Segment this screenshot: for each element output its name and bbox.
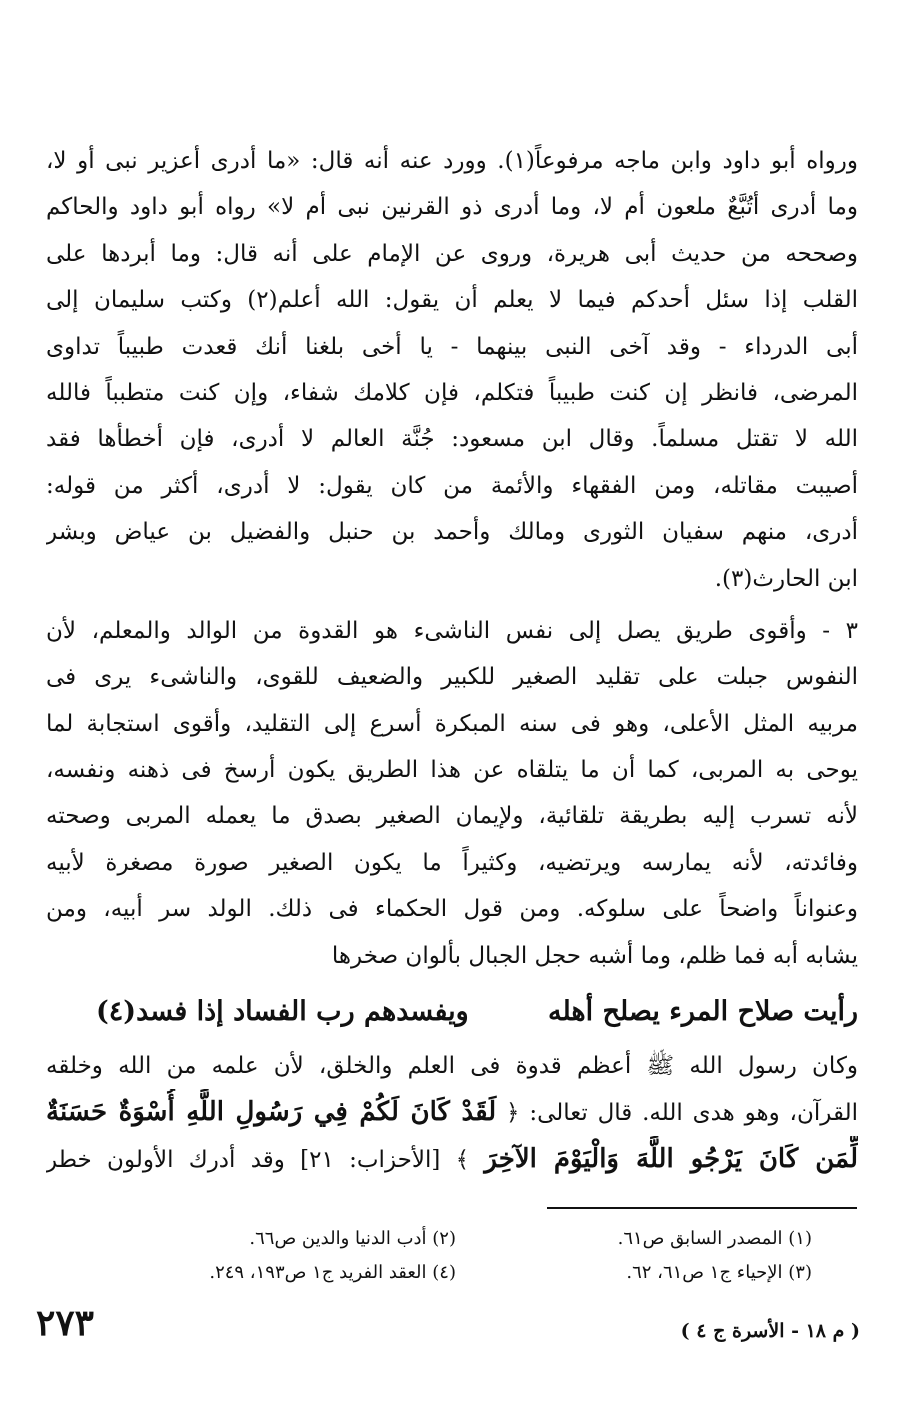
quran-verse-part1: لَقَدْ كَانَ لَكُمْ فِي رَسُولِ اللَّهِ أُسْوَةٌ حَسَنَةٌ xyxy=(46,1097,497,1128)
text-line: وصححه من حديث أبى هريرة، وروى عن الإمام على أنه قال: وما أبردها على xyxy=(46,240,858,267)
text-line: وفائدته، لأنه يمارسه ويرتضيه، وكثيراً ما يكون الصغير صورة مصغرة لأبيه xyxy=(46,849,858,876)
footnote-1: (١) المصدر السابق ص٦١. xyxy=(617,1228,812,1249)
footnote-2: (٢) أدب الدنيا والدين ص٦٦. xyxy=(249,1228,456,1249)
footnotes xyxy=(100,1222,812,1290)
text-line: ورواه أبو داود وابن ماجه مرفوعاً(١). وورد عنه أنه قال: «ما أدرى أعزير نبى أو لا، xyxy=(46,148,858,174)
paragraph-3 xyxy=(46,1043,858,1182)
text-line: وكان رسول الله ﷺ أعظم قدوة فى العلم والخلق، لأن علمه من الله وخلقه xyxy=(46,1053,858,1080)
text-line: النفوس جبلت على تقليد الصغير للكبير والضعيف للقوى، والناشىء يرى فى xyxy=(46,664,858,691)
footnote-4: (٤) العقد الفريد ج١ ص١٩٣، ٢٤٩. xyxy=(209,1262,456,1283)
text-line: يشابه أبه فما ظلم، وما أشبه حجل الجبال بألوان صخرها xyxy=(331,942,858,969)
paragraph-1 xyxy=(46,138,858,602)
text-line: أدرى، منهم سفيان الثورى ومالك وأحمد بن حنبل والفضيل بن عياض وبشر xyxy=(46,519,858,546)
poetry-verse xyxy=(46,981,858,1043)
line-text: القرآن، وهو هدى الله. قال تعالى: ﴿ xyxy=(506,1100,858,1127)
text-line xyxy=(46,1136,858,1182)
text-line: وعنواناً واضحاً على سلوكه. ومن قول الحكماء فى ذلك. الولد سر أبيه، ومن xyxy=(46,896,858,923)
footnote-3: (٣) الإحياء ج١ ص٦١، ٦٢. xyxy=(626,1262,812,1283)
footnote-row xyxy=(100,1222,812,1256)
text-line: لأنه تسرب إليه بطريقة تلقائية، ولإيمان الصغير بصدق ما يعمله المربى وصحته xyxy=(46,803,858,830)
paragraph-2 xyxy=(46,608,858,979)
text-line: القلب إذا سئل أحدكم فيما لا يعلم أن يقول: الله أعلم(٢) وكتب سليمان إلى xyxy=(46,287,858,314)
text-line: ٣ - وأقوى طريق يصل إلى نفس الناشىء هو القدوة من الوالد والمعلم، لأن xyxy=(46,617,858,644)
text-line: الله لا تقتل مسلماً. وقال ابن مسعود: جُنَّة العالم لا أدرى، فإن أخطأها فقد xyxy=(46,426,858,453)
verse-first-hemistich: رأيت صلاح المرء يصلح أهله xyxy=(547,996,858,1028)
verse-second-hemistich: ويفسدهم رب الفساد إذا فسد(٤) xyxy=(96,996,469,1028)
text-line: مربيه المثل الأعلى، وهو فى سنه المبكرة أسرع إلى التقليد، وأقوى استجابة لما xyxy=(46,710,858,737)
text-line: أبى الدرداء - وقد آخى النبى بينهما - يا أخى بلغنا أنك قعدت طبيباً تداوى xyxy=(46,333,858,360)
text-line: المرضى، فانظر إن كنت طبيباً فتكلم، فإن كلامك شفاء، وإن كنت متطبباً فالله xyxy=(46,379,858,406)
text-line: وما أدرى أتُبَّعٌ ملعون أم لا، وما أدرى ذو القرنين نبى أم لا» رواه أبو داود والحاكم xyxy=(46,194,858,221)
text-line: ابن الحارث(٣). xyxy=(714,565,858,592)
line-text: ﴾ [الأحزاب: ٢١] وقد أدرك الأولون خطر xyxy=(46,1146,470,1173)
text-line xyxy=(46,1089,858,1135)
book-reference: ( م ١٨ - الأسرة ج ٤ ) xyxy=(680,1320,860,1342)
text-line: يوحى به المربى، كما أن ما يتلقاه عن هذا الطريق يكون أرسخ فى ذهنه ونفسه، xyxy=(46,757,858,784)
page-number: ٢٧٣ xyxy=(36,1302,95,1344)
text-line: أصيبت مقاتله، ومن الفقهاء والأئمة من كان يقول: لا أدرى، أكثر من قوله: xyxy=(46,472,858,499)
page-body xyxy=(46,138,858,1182)
quran-verse-part2: لِّمَن كَانَ يَرْجُو اللَّهَ وَالْيَوْمَ الآخِرَ xyxy=(484,1143,858,1174)
footnote-row xyxy=(100,1256,812,1290)
footnote-divider xyxy=(547,1207,857,1209)
